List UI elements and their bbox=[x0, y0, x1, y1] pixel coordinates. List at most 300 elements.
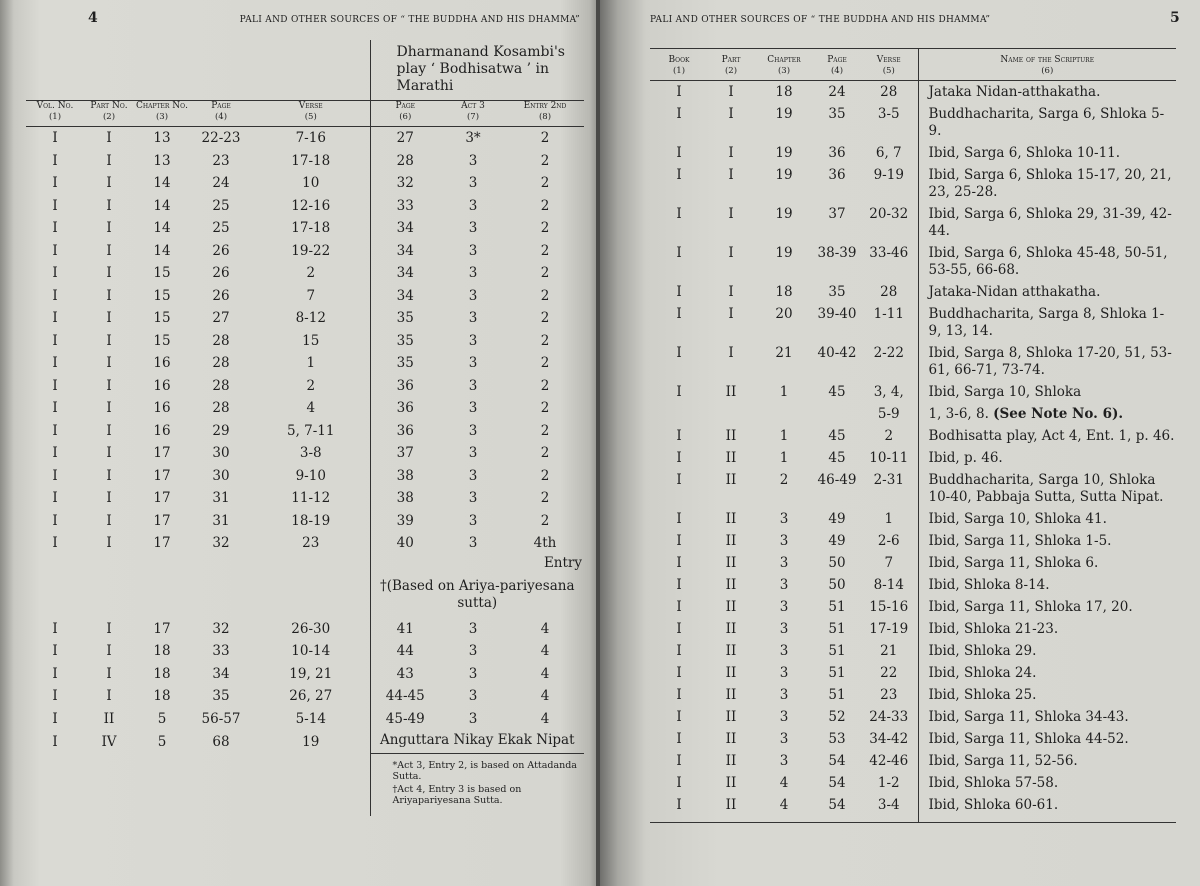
kosambi-heading: Dharmanand Kosambi's play ‘ Bodhisatwa ’ in Marathi bbox=[370, 40, 584, 101]
table-cell: I bbox=[676, 84, 682, 100]
table-cell: I bbox=[106, 310, 112, 326]
table-cell: 4 bbox=[779, 775, 789, 791]
table-cell: 3 bbox=[779, 731, 789, 747]
scripture-text: Ibid, Shloka 57-58. bbox=[928, 775, 1059, 791]
col-number: (2) bbox=[708, 66, 754, 81]
table-cell: 28 bbox=[212, 377, 230, 394]
table-cell: II bbox=[725, 687, 737, 703]
table-cell: 6, 7 bbox=[875, 145, 902, 161]
scripture-name bbox=[918, 447, 1176, 469]
table-cell: I bbox=[52, 377, 58, 394]
table-cell: 22 bbox=[880, 665, 898, 681]
table-cell: 3-5 bbox=[877, 106, 900, 122]
table-cell: 33 bbox=[370, 195, 440, 218]
table-cell: 13 bbox=[153, 130, 171, 146]
col-header: Part No. bbox=[84, 101, 134, 113]
table-cell: 19 bbox=[775, 206, 793, 222]
table-cell: 45-49 bbox=[370, 708, 440, 731]
table-row bbox=[650, 728, 1176, 750]
table-cell: 1 bbox=[779, 428, 789, 444]
table-cell: I bbox=[106, 287, 112, 304]
table-cell: I bbox=[728, 84, 734, 100]
table-cell: 37 bbox=[828, 206, 846, 222]
scripture-text: 1, 3-6, 8. bbox=[928, 406, 989, 422]
right-page-number: 5 bbox=[1169, 10, 1180, 26]
table-cell: 54 bbox=[828, 797, 846, 813]
table-row bbox=[650, 574, 1176, 596]
table-cell: 40 bbox=[370, 532, 440, 555]
table-cell: 2 bbox=[306, 265, 316, 281]
table-cell: 32 bbox=[370, 172, 440, 195]
table-cell: 15 bbox=[153, 332, 171, 349]
col-number: (1) bbox=[650, 66, 708, 81]
footnote-act4: †Act 4, Entry 3 is based on Ariyapariyesana Sutta. bbox=[392, 784, 522, 806]
right-running-title: PALI AND OTHER SOURCES OF “ THE BUDDHA AND HIS DHAMMA” bbox=[650, 15, 991, 25]
table-cell: 16 bbox=[153, 377, 171, 394]
table-cell: 21 bbox=[880, 643, 898, 659]
table-cell: 13 bbox=[153, 152, 171, 169]
table-cell: II bbox=[725, 511, 737, 527]
table-cell: 28 bbox=[212, 332, 230, 349]
table-cell: 29 bbox=[212, 422, 230, 439]
scripture-name bbox=[918, 103, 1176, 142]
table-cell bbox=[650, 403, 708, 425]
table-row bbox=[650, 794, 1176, 816]
table-cell: 2-22 bbox=[873, 345, 904, 361]
table-cell: I bbox=[106, 220, 112, 236]
table-cell: 11-12 bbox=[291, 490, 331, 506]
table-cell: 3* bbox=[465, 130, 481, 146]
table-cell: I bbox=[52, 665, 58, 682]
col-header: Entry 2nd bbox=[506, 101, 584, 113]
table-cell: 5, 7-11 bbox=[286, 422, 335, 439]
table-cell: 36 bbox=[828, 167, 846, 183]
table-cell: 34 bbox=[370, 240, 440, 263]
scripture-name bbox=[918, 662, 1176, 684]
table-cell: 2 bbox=[540, 332, 550, 349]
table-cell: 3 bbox=[468, 535, 478, 551]
table-row bbox=[650, 772, 1176, 794]
table-cell: 3 bbox=[468, 310, 478, 326]
table-cell: 17-18 bbox=[291, 220, 331, 236]
table-cell: I bbox=[676, 665, 682, 681]
table-row bbox=[650, 596, 1176, 618]
table-cell: 3 bbox=[468, 377, 478, 394]
table-cell: 2 bbox=[540, 445, 550, 461]
table-cell: I bbox=[106, 197, 112, 214]
table-cell: I bbox=[52, 310, 58, 326]
table-row bbox=[650, 706, 1176, 728]
table-row bbox=[650, 447, 1176, 469]
table-cell: 8-12 bbox=[295, 310, 326, 326]
table-cell: 18 bbox=[775, 284, 793, 300]
table-cell: 16 bbox=[153, 355, 171, 371]
table-cell: 40-42 bbox=[817, 345, 857, 361]
table-cell: 1 bbox=[306, 355, 316, 371]
table-row bbox=[650, 530, 1176, 552]
table-cell: 2 bbox=[540, 377, 550, 394]
table-row bbox=[26, 663, 584, 686]
table-cell: 2 bbox=[540, 467, 550, 484]
table-row bbox=[26, 352, 584, 375]
scripture-text: Ibid, Shloka 21-23. bbox=[928, 621, 1059, 637]
table-cell: I bbox=[676, 797, 682, 813]
table-cell: I bbox=[106, 422, 112, 439]
table-cell: 10 bbox=[302, 175, 320, 191]
table-cell: 2 bbox=[540, 152, 550, 169]
scripture-text: Ibid, Sarga 10, Shloka bbox=[928, 384, 1082, 400]
scripture-text: Ibid, Sarga 11, 52-56. bbox=[928, 753, 1078, 769]
table-cell: 3 bbox=[468, 422, 478, 439]
table-cell: I bbox=[52, 197, 58, 214]
table-cell: 26 bbox=[212, 242, 230, 259]
table-cell: 17-19 bbox=[869, 621, 909, 637]
table-cell: 36 bbox=[370, 375, 440, 398]
table-cell: 2 bbox=[540, 355, 550, 371]
table-cell: II bbox=[725, 533, 737, 549]
scripture-text: Ibid, Shloka 25. bbox=[928, 687, 1037, 703]
table-cell bbox=[814, 403, 860, 425]
right-header-num-row bbox=[650, 66, 1176, 81]
table-cell: 23 bbox=[302, 535, 320, 551]
table-cell: I bbox=[676, 384, 682, 400]
table-cell: 8-14 bbox=[873, 577, 904, 593]
scripture-text: Ibid, Sarga 11, Shloka 17, 20. bbox=[928, 599, 1133, 615]
col-header: Verse bbox=[252, 101, 370, 113]
scripture-text: Buddhacharita, Sarga 10, Shloka 10-40, Pabbaja Sutta, Sutta Nipat. bbox=[928, 472, 1164, 505]
table-cell: 35 bbox=[370, 330, 440, 353]
table-cell: 4 bbox=[540, 665, 550, 682]
table-cell: 33-46 bbox=[869, 245, 909, 261]
table-cell: 2 bbox=[540, 265, 550, 281]
table-cell: 4 bbox=[540, 643, 550, 659]
table-cell: I bbox=[676, 206, 682, 222]
table-cell: I bbox=[106, 355, 112, 371]
table-cell: I bbox=[676, 599, 682, 615]
table-cell: II bbox=[725, 775, 737, 791]
table-row bbox=[650, 552, 1176, 574]
table-cell: 27 bbox=[370, 127, 440, 150]
table-cell: I bbox=[106, 512, 112, 529]
table-cell: II bbox=[725, 555, 737, 571]
table-cell: 3 bbox=[779, 665, 789, 681]
table-cell: 23 bbox=[880, 687, 898, 703]
table-cell: 5 bbox=[157, 733, 167, 750]
scripture-text: Ibid, Sarga 6, Shloka 29, 31-39, 42-44. bbox=[928, 206, 1172, 239]
table-cell: 36 bbox=[370, 397, 440, 420]
table-cell: 2 bbox=[540, 130, 550, 146]
scripture-name bbox=[918, 772, 1176, 794]
left-running-head bbox=[26, 10, 588, 32]
scripture-name bbox=[918, 425, 1176, 447]
table-cell: I bbox=[106, 445, 112, 461]
table-cell: I bbox=[52, 422, 58, 439]
col-header: Vol. No. bbox=[26, 101, 84, 113]
table-cell: I bbox=[106, 152, 112, 169]
table-cell: 36 bbox=[370, 420, 440, 443]
table-cell: 4 bbox=[540, 710, 550, 727]
table-cell: I bbox=[52, 355, 58, 371]
table-cell: I bbox=[52, 220, 58, 236]
table-cell: 16 bbox=[153, 422, 171, 439]
table-cell: 20-32 bbox=[869, 206, 909, 222]
table-cell: I bbox=[52, 152, 58, 169]
table-cell: 19 bbox=[775, 245, 793, 261]
table-cell: 28 bbox=[370, 150, 440, 173]
table-cell: 3-8 bbox=[299, 445, 322, 461]
table-cell: 3 bbox=[468, 688, 478, 704]
based-on-note: †(Based on Ariya-pariyesana sutta) bbox=[370, 572, 584, 618]
footnote-row bbox=[26, 754, 584, 816]
table-cell: 19 bbox=[302, 733, 320, 750]
col-header: Page bbox=[370, 101, 440, 113]
table-cell: I bbox=[728, 167, 734, 183]
table-cell: 2 bbox=[884, 428, 894, 444]
table-cell: 56-57 bbox=[201, 710, 241, 727]
table-cell: 2 bbox=[540, 287, 550, 304]
scripture-name bbox=[918, 508, 1176, 530]
table-cell: 28 bbox=[212, 400, 230, 416]
table-cell: I bbox=[52, 467, 58, 484]
col-number: (4) bbox=[190, 112, 252, 127]
table-cell: I bbox=[52, 733, 58, 750]
table-cell: 3 bbox=[779, 753, 789, 769]
scripture-text: Ibid, Sarga 6, Shloka 15-17, 20, 21, 23, 25-28. bbox=[928, 167, 1172, 200]
table-cell: I bbox=[676, 643, 682, 659]
table-row bbox=[650, 684, 1176, 706]
table-cell: 35 bbox=[370, 307, 440, 330]
col-header: Name of the Scripture bbox=[918, 49, 1176, 67]
table-cell: 4th bbox=[533, 535, 557, 551]
table-cell: 3 bbox=[779, 643, 789, 659]
right-rows-group bbox=[650, 81, 1176, 817]
table-cell: I bbox=[52, 620, 58, 637]
scripture-text: Ibid, Sarga 8, Shloka 17-20, 51, 53-61, 66-71, 73-74. bbox=[928, 345, 1172, 378]
scripture-text: Jataka Nidan-atthakatha. bbox=[928, 84, 1101, 100]
table-cell: 26 bbox=[212, 265, 230, 281]
table-cell: I bbox=[728, 345, 734, 361]
table-cell: 2 bbox=[540, 512, 550, 529]
table-cell: I bbox=[676, 577, 682, 593]
table-row bbox=[26, 397, 584, 420]
table-cell: 2 bbox=[540, 175, 550, 191]
table-cell: 2 bbox=[540, 490, 550, 506]
table-cell: 28 bbox=[880, 284, 898, 300]
table-cell: 18 bbox=[153, 665, 171, 682]
scripture-name bbox=[918, 794, 1176, 816]
table-row bbox=[26, 285, 584, 308]
table-cell: I bbox=[676, 511, 682, 527]
table-cell: I bbox=[106, 130, 112, 146]
table-cell: 1-2 bbox=[877, 775, 900, 791]
scripture-name bbox=[918, 706, 1176, 728]
table-cell: 51 bbox=[828, 665, 846, 681]
table-cell: I bbox=[728, 284, 734, 300]
col-header: Book bbox=[650, 49, 708, 67]
scripture-text: Ibid, Shloka 60-61. bbox=[928, 797, 1059, 813]
table-cell: 14 bbox=[153, 220, 171, 236]
table-cell: 3 bbox=[468, 332, 478, 349]
left-running-title: PALI AND OTHER SOURCES OF “ THE BUDDHA AND HIS DHAMMA” bbox=[239, 15, 580, 25]
table-cell: 44 bbox=[370, 640, 440, 663]
table-cell: 3 bbox=[468, 265, 478, 281]
table-cell: 34 bbox=[212, 665, 230, 682]
table-row bbox=[26, 465, 584, 488]
table-cell: 42-46 bbox=[869, 753, 909, 769]
table-cell: 28 bbox=[212, 355, 230, 371]
table-cell: 22-23 bbox=[201, 130, 241, 146]
table-cell: II bbox=[725, 472, 737, 488]
table-cell: I bbox=[52, 265, 58, 281]
table-cell: 18 bbox=[153, 643, 171, 659]
table-cell: 3 bbox=[468, 220, 478, 236]
table-row bbox=[26, 240, 584, 263]
table-cell: 4 bbox=[540, 620, 550, 637]
table-cell: 14 bbox=[153, 175, 171, 191]
table-cell: 26 bbox=[212, 287, 230, 304]
table-cell: I bbox=[728, 306, 734, 322]
table-cell: 2 bbox=[540, 242, 550, 259]
table-cell: I bbox=[106, 377, 112, 394]
table-cell: I bbox=[676, 245, 682, 261]
table-cell: 3 bbox=[779, 599, 789, 615]
table-cell: 17-18 bbox=[291, 152, 331, 169]
table-cell: 36 bbox=[828, 145, 846, 161]
table-cell: 31 bbox=[212, 490, 230, 506]
table-row bbox=[26, 127, 584, 150]
table-cell: 35 bbox=[212, 688, 230, 704]
table-cell: I bbox=[52, 512, 58, 529]
table-cell: I bbox=[676, 775, 682, 791]
table-cell: II bbox=[725, 665, 737, 681]
based-note-row bbox=[26, 572, 584, 618]
table-cell: 21 bbox=[775, 345, 793, 361]
table-cell: I bbox=[676, 345, 682, 361]
table-cell: I bbox=[52, 490, 58, 506]
table-cell: 1-11 bbox=[873, 306, 904, 322]
col-number: (8) bbox=[506, 112, 584, 127]
table-cell: II bbox=[725, 428, 737, 444]
table-cell: I bbox=[676, 145, 682, 161]
table-cell: 15-16 bbox=[869, 599, 909, 615]
col-number: (5) bbox=[252, 112, 370, 127]
table-cell: 49 bbox=[828, 511, 846, 527]
table-cell: 35 bbox=[828, 106, 846, 122]
table-cell: 51 bbox=[828, 599, 846, 615]
table-cell: 34 bbox=[370, 285, 440, 308]
scripture-text: Ibid, Shloka 29. bbox=[928, 643, 1037, 659]
table-row bbox=[650, 142, 1176, 164]
table-cell: II bbox=[725, 797, 737, 813]
table-cell: I bbox=[52, 710, 58, 727]
footnote-act3: *Act 3, Entry 2, is based on Attadanda Sutta. bbox=[392, 760, 577, 782]
scripture-text: Ibid, Sarga 10, Shloka 41. bbox=[928, 511, 1107, 527]
table-row bbox=[650, 303, 1176, 342]
table-cell: I bbox=[52, 688, 58, 704]
table-cell: 18 bbox=[775, 84, 793, 100]
table-cell: 3 bbox=[468, 512, 478, 529]
table-row bbox=[650, 342, 1176, 381]
table-cell bbox=[754, 403, 814, 425]
scripture-name bbox=[918, 381, 1176, 403]
table-cell: 17 bbox=[153, 467, 171, 484]
table-cell: I bbox=[52, 332, 58, 349]
scripture-name bbox=[918, 728, 1176, 750]
table-cell: 49 bbox=[828, 533, 846, 549]
table-cell: 3 bbox=[779, 621, 789, 637]
scripture-name bbox=[918, 203, 1176, 242]
table-cell: I bbox=[676, 450, 682, 466]
right-page bbox=[600, 0, 1200, 886]
table-cell: 3 bbox=[468, 287, 478, 304]
table-row bbox=[650, 164, 1176, 203]
scripture-text: Buddhacharita, Sarga 6, Shloka 5-9. bbox=[928, 106, 1165, 139]
table-row bbox=[26, 172, 584, 195]
table-cell: 7-16 bbox=[295, 130, 326, 146]
table-cell: 51 bbox=[828, 621, 846, 637]
scripture-text: Ibid, Shloka 8-14. bbox=[928, 577, 1050, 593]
scripture-name bbox=[918, 640, 1176, 662]
table-row bbox=[26, 442, 584, 465]
table-cell: I bbox=[676, 731, 682, 747]
table-cell: 2 bbox=[540, 400, 550, 416]
table-row bbox=[650, 425, 1176, 447]
scripture-text: Ibid, Sarga 11, Shloka 34-43. bbox=[928, 709, 1129, 725]
table-cell: 25 bbox=[212, 197, 230, 214]
table-cell: 30 bbox=[212, 445, 230, 461]
table-row bbox=[650, 103, 1176, 142]
table-row bbox=[26, 262, 584, 285]
table-cell: 7 bbox=[884, 555, 894, 571]
scripture-text: Ibid, Sarga 11, Shloka 6. bbox=[928, 555, 1099, 571]
col-number: (4) bbox=[814, 66, 860, 81]
table-cell: 3 bbox=[468, 445, 478, 461]
col-number: (1) bbox=[26, 112, 84, 127]
scripture-text: Buddhacharita, Sarga 8, Shloka 1-9, 13, 14. bbox=[928, 306, 1165, 339]
col-header: Page bbox=[814, 49, 860, 67]
table-cell: II bbox=[725, 450, 737, 466]
table-cell: 19 bbox=[775, 167, 793, 183]
table-cell: 3 bbox=[468, 175, 478, 191]
table-cell: 32 bbox=[212, 535, 230, 551]
table-cell: 28 bbox=[880, 84, 898, 100]
table-cell: I bbox=[728, 145, 734, 161]
table-cell: II bbox=[725, 709, 737, 725]
table-cell: 3 bbox=[468, 197, 478, 214]
scripture-name bbox=[918, 618, 1176, 640]
table-row bbox=[26, 375, 584, 398]
table-cell: 23 bbox=[212, 152, 230, 169]
scripture-text: Ibid, Sarga 11, Shloka 44-52. bbox=[928, 731, 1129, 747]
col-number: (6) bbox=[918, 66, 1176, 81]
table-cell: I bbox=[106, 535, 112, 551]
table-cell: 45 bbox=[828, 428, 846, 444]
table-cell: II bbox=[725, 599, 737, 615]
table-row bbox=[650, 640, 1176, 662]
table-row bbox=[26, 640, 584, 663]
table-cell: 17 bbox=[153, 620, 171, 637]
table-cell: 18 bbox=[153, 688, 171, 704]
table-cell: 3 bbox=[468, 400, 478, 416]
table-cell: I bbox=[106, 265, 112, 281]
table-cell: 50 bbox=[828, 577, 846, 593]
table-cell: I bbox=[676, 753, 682, 769]
table-cell: II bbox=[725, 384, 737, 400]
table-cell: 41 bbox=[370, 618, 440, 641]
table-cell: 3 bbox=[468, 242, 478, 259]
table-cell: 9-19 bbox=[873, 167, 904, 183]
table-cell: 34 bbox=[370, 262, 440, 285]
